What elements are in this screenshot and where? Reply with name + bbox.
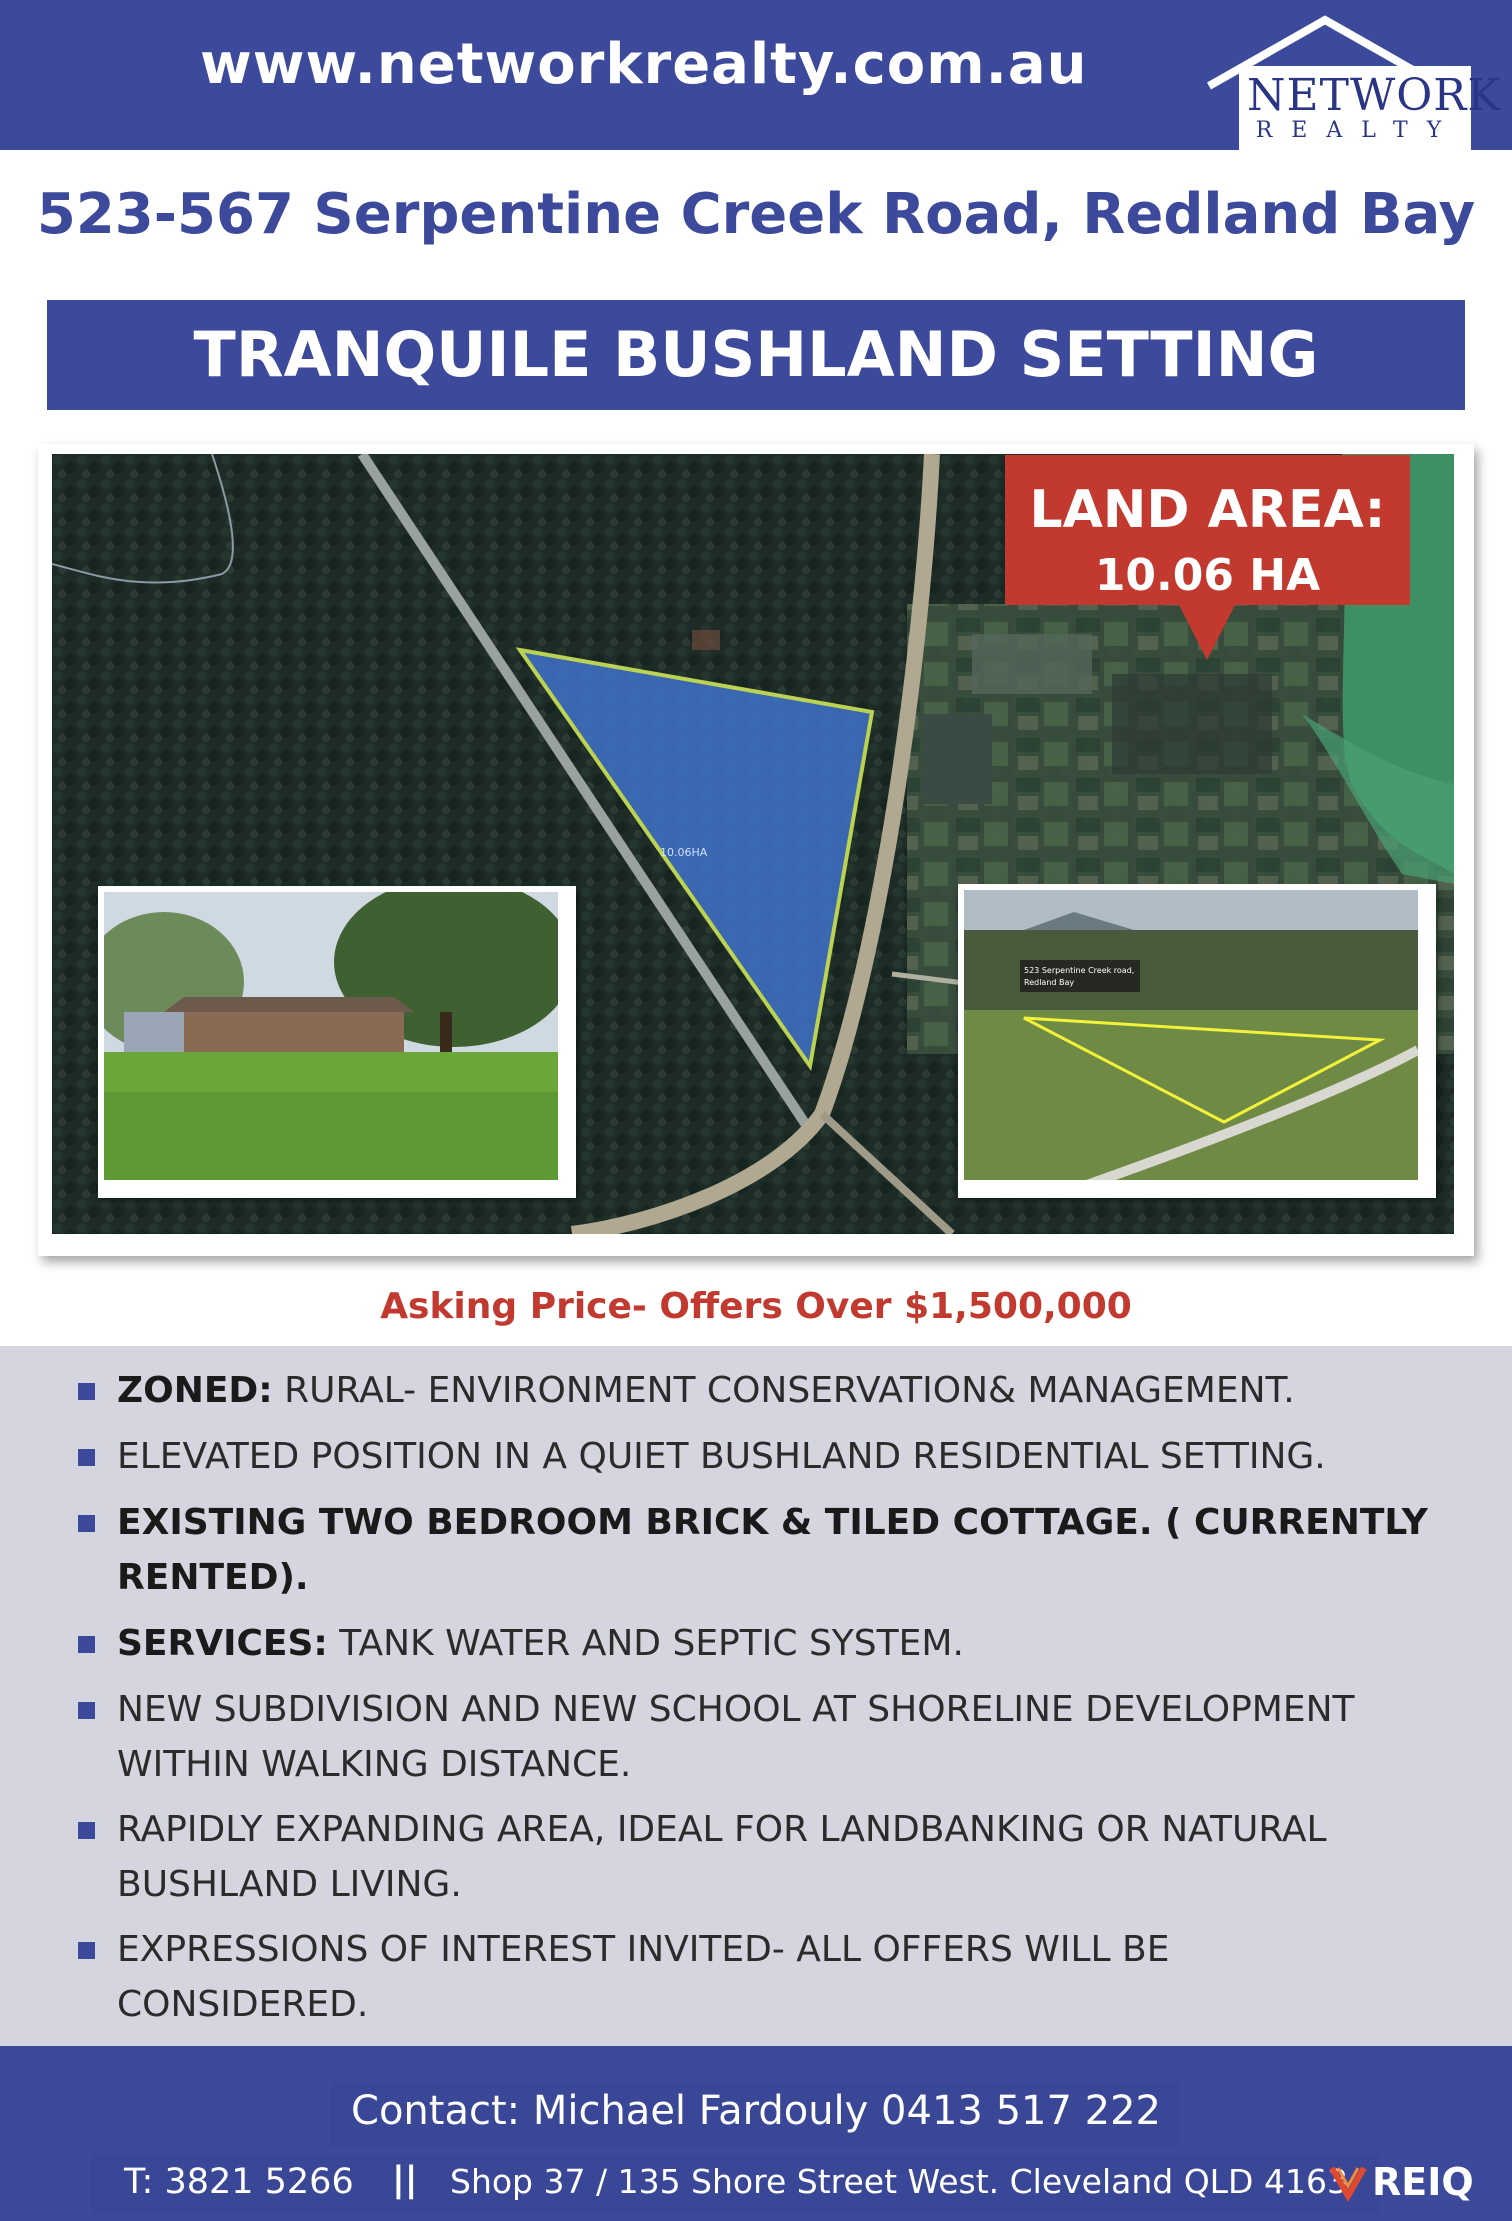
logo-word-realty: REALTY	[1255, 118, 1461, 143]
office-address: Shop 37 / 135 Shore Street West. Cleveland QLD 4163	[450, 2162, 1348, 2201]
feature-text: TANK WATER AND SEPTIC SYSTEM.	[327, 1623, 964, 1664]
square-bullet-icon	[78, 1383, 95, 1400]
reiq-logo	[1328, 2160, 1488, 2212]
property-address: 523-567 Serpentine Creek Road, Redland Bay	[36, 182, 1476, 247]
reiq-chevron-icon	[1328, 2160, 1372, 2204]
cottage-photo	[98, 886, 576, 1198]
square-bullet-icon	[78, 1449, 95, 1466]
square-bullet-icon	[78, 1702, 95, 1719]
header-bar	[0, 0, 1512, 150]
contact-info[interactable]: Contact: Michael Fardouly 0413 517 222	[351, 2088, 1161, 2134]
office-phone[interactable]: T: 3821 5266	[124, 2162, 354, 2202]
feature-text: ELEVATED POSITION IN A QUIET BUSHLAND RESIDENTIAL SETTING.	[117, 1436, 1326, 1477]
land-area-badge	[1005, 455, 1410, 660]
reiq-wordmark: REIQ	[1372, 2160, 1474, 2204]
feature-bold: ZONED:	[117, 1370, 273, 1411]
square-bullet-icon	[78, 1636, 95, 1653]
land-area-label: LAND AREA:	[1029, 480, 1386, 540]
square-bullet-icon	[78, 1822, 95, 1839]
footer-separator: ||	[392, 2160, 418, 2200]
feature-bold: EXISTING TWO BEDROOM BRICK & TILED COTTAGE. ( CURRENTLY RENTED).	[117, 1502, 1428, 1598]
asking-price: Asking Price- Offers Over $1,500,000	[380, 1286, 1132, 1327]
website-link[interactable]: www.networkrealty.com.au	[200, 32, 1088, 97]
square-bullet-icon	[78, 1515, 95, 1532]
land-area-value: 10.06 HA	[1094, 550, 1321, 601]
headline-text: TRANQUILE BUSHLAND SETTING	[193, 318, 1319, 391]
network-realty-logo	[1205, 14, 1502, 150]
feature-text: NEW SUBDIVISION AND NEW SCHOOL AT SHORELINE DEVELOPMENT WITHIN WALKING DISTANCE.	[117, 1689, 1355, 1785]
feature-text: RAPIDLY EXPANDING AREA, IDEAL FOR LANDBANKING OR NATURAL BUSHLAND LIVING.	[117, 1809, 1327, 1905]
feature-bold: SERVICES:	[117, 1623, 328, 1664]
headline-banner	[47, 300, 1465, 410]
drone-caption-line1: 523 Serpentine Creek road,	[1024, 966, 1135, 975]
feature-text: RURAL- ENVIRONMENT CONSERVATION& MANAGEMENT.	[272, 1370, 1295, 1411]
feature-text: EXPRESSIONS OF INTEREST INVITED- ALL OFFERS WILL BE CONSIDERED.	[117, 1929, 1170, 2025]
logo-word-network: NETWORK	[1247, 70, 1502, 121]
drone-photo	[958, 884, 1436, 1198]
square-bullet-icon	[78, 1942, 95, 1959]
features-panel	[0, 1346, 1512, 2046]
drone-caption-line2: Redland Bay	[1024, 978, 1075, 987]
map-area-label: 10.06HA	[660, 846, 708, 859]
